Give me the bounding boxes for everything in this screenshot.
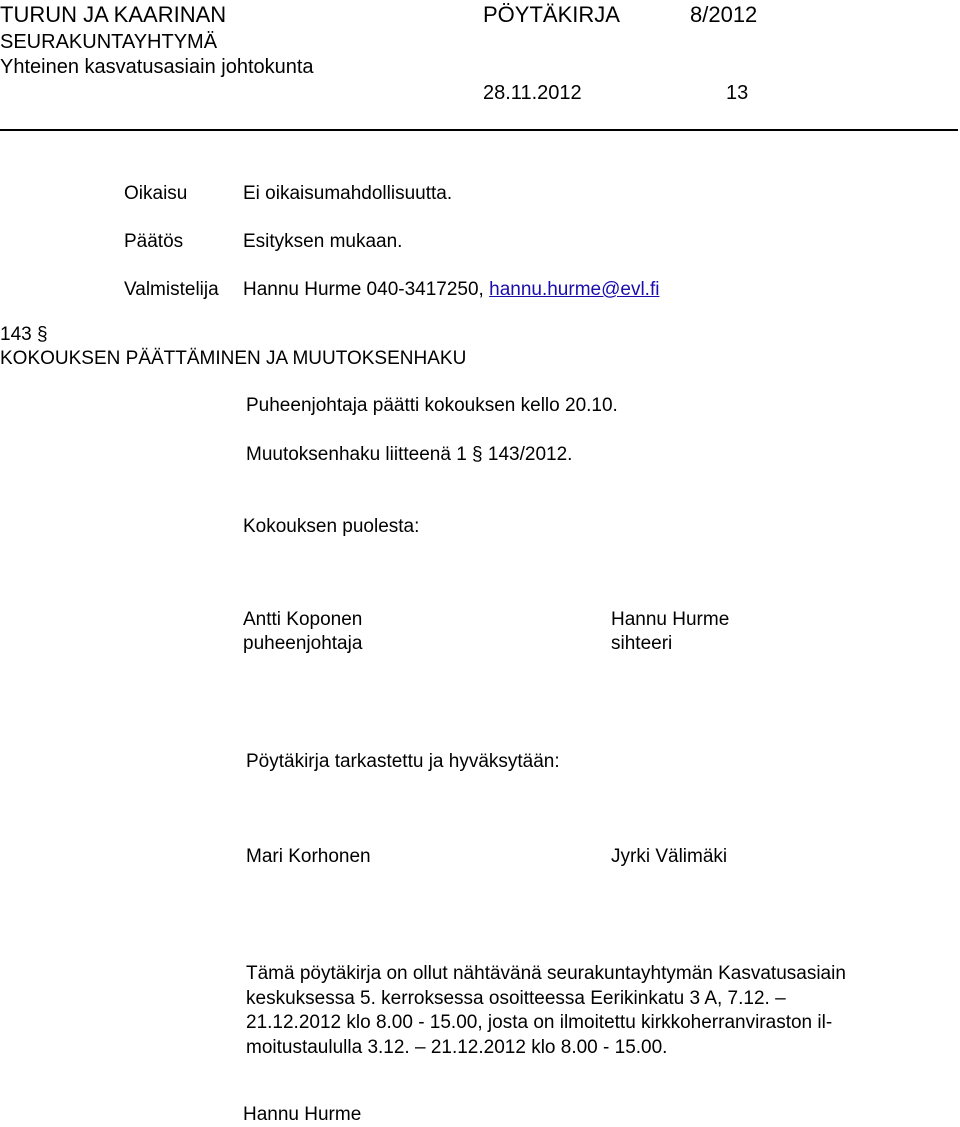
section-number: 143 [0,324,32,345]
secretary-name: Hannu Hurme [611,609,730,630]
field-label-oikaisu: Oikaisu [124,183,188,204]
verifier-right-name: Jyrki Välimäki [611,846,728,867]
on-behalf-text: Kokouksen puolesta: [243,516,420,537]
org-name: TURUN JA KAARINAN [0,2,227,27]
appeal-line [246,443,572,467]
section-symbol: § [36,324,48,345]
notice-line: 21.12.2012 klo 8.00 - 15.00, josta on ilmoitettu kirkkoherranviraston il- [246,1012,833,1033]
notice-line: Tämä pöytäkirja on ollut nähtävänä seurakuntayhtymän Kasvatusasiain [246,963,846,984]
notice-line: keskuksessa 5. kerroksessa osoitteessa Eerikinkatu 3 A, 7.12. – [246,987,786,1009]
preparer-line [243,278,659,302]
footer-signature: Hannu Hurme [243,1104,362,1125]
public-notice [246,962,906,1060]
chair-role: puheenjohtaja [243,633,363,654]
preparer-contact: Hannu Hurme 040-3417250, [243,279,484,300]
chair-name: Antti Koponen [243,609,363,630]
preparer-label: Valmistelija [124,279,219,300]
notice-line: moitustaululla 3.12. – 21.12.2012 klo 8.00 - 15.00. [246,1036,668,1058]
committee-name: Yhteinen kasvatusasiain johtokunta [0,56,314,78]
secretary-role: sihteeri [611,633,673,654]
doc-type: PÖYTÄKIRJA [483,2,620,27]
appeal-prefix: Muutoksenhaku liitteenä 1 [246,444,467,465]
appeal-symbol: § [472,444,483,465]
doc-date: 28.11.2012 [483,82,582,104]
section-number-line [0,323,48,347]
header-divider [0,129,958,131]
org-subname: SEURAKUNTAYHTYMÄ [0,31,218,53]
section-title: KOKOUKSEN PÄÄTTÄMINEN JA MUUTOKSENHAKU [0,348,467,369]
page-number: 13 [726,82,749,104]
field-value-paatos: Esityksen mukaan. [243,231,403,252]
verification-text: Pöytäkirja tarkastettu ja hyväksytään: [246,751,560,772]
field-value-oikaisu: Ei oikaisumahdollisuutta. [243,183,453,204]
meeting-closed-text: Puheenjohtaja päätti kokouksen kello 20.10. [246,395,618,416]
doc-number: 8/2012 [690,2,758,27]
verifier-left-name: Mari Korhonen [246,846,371,867]
appeal-suffix: 143/2012. [487,444,573,465]
preparer-email-link[interactable]: hannu.hurme@evl.fi [489,279,660,300]
field-label-paatos: Päätös [124,231,184,252]
